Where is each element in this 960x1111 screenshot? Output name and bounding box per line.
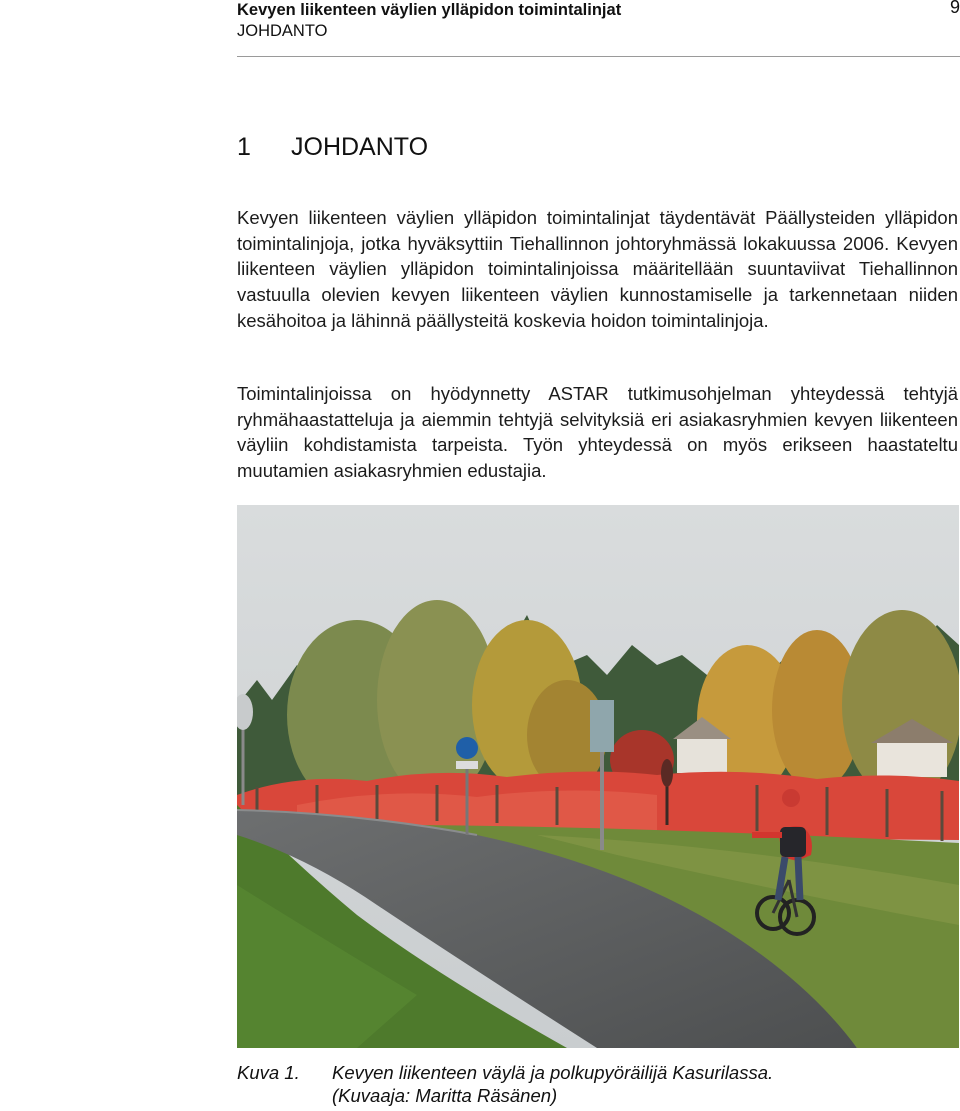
- page-number: 9: [949, 0, 960, 17]
- chapter-number: 1: [237, 133, 251, 161]
- running-head: [237, 0, 960, 57]
- intro-paragraph-2: Toimintalinjoissa on hyödynnetty ASTAR tutkimusohjelman yhteydessä tehtyjä ryhmähaastatteluja ja aiemmin tehtyjä selvityksiä eri asiakasryhmien kevyen liikenteen väyliin kohdistamista tarpeista. Työn yhteydessä on myös erikseen haastateltu muutamien asiakasryhmien edustajia.: [237, 383, 958, 482]
- chapter-heading: [237, 132, 428, 162]
- running-head-title: Kevyen liikenteen väylien ylläpidon toimintalinjat: [237, 1, 622, 19]
- figure-credit: (Kuvaaja: Maritta Räsänen): [332, 1085, 558, 1106]
- running-head-section: JOHDANTO: [237, 22, 328, 40]
- house: [677, 737, 727, 773]
- chapter-title: JOHDANTO: [291, 133, 429, 161]
- figure-photo: [237, 505, 959, 1048]
- intro-paragraph-1: Kevyen liikenteen väylien ylläpidon toimintalinjat täydentävät Päällysteiden ylläpidon toimintalinjoja, jotka hyväksyttiin Tiehallinnon johtoryhmässä lokakuussa 2006. Kevyen liikenteen väylien ylläpidon toimintalinjoissa määritellään suuntaviivat Tiehallinnon vastuulla olevien kevyen liikenteen väylien kunnostamiselle ja tarkennetaan niiden kesähoitoa ja lähinnä päällysteitä koskevia hoidon toimintalinjoja.: [237, 207, 958, 331]
- figure-label: Kuva 1.: [237, 1062, 300, 1083]
- figure-caption-text: Kevyen liikenteen väylä ja polkupyöräilijä Kasurilassa.: [332, 1062, 774, 1083]
